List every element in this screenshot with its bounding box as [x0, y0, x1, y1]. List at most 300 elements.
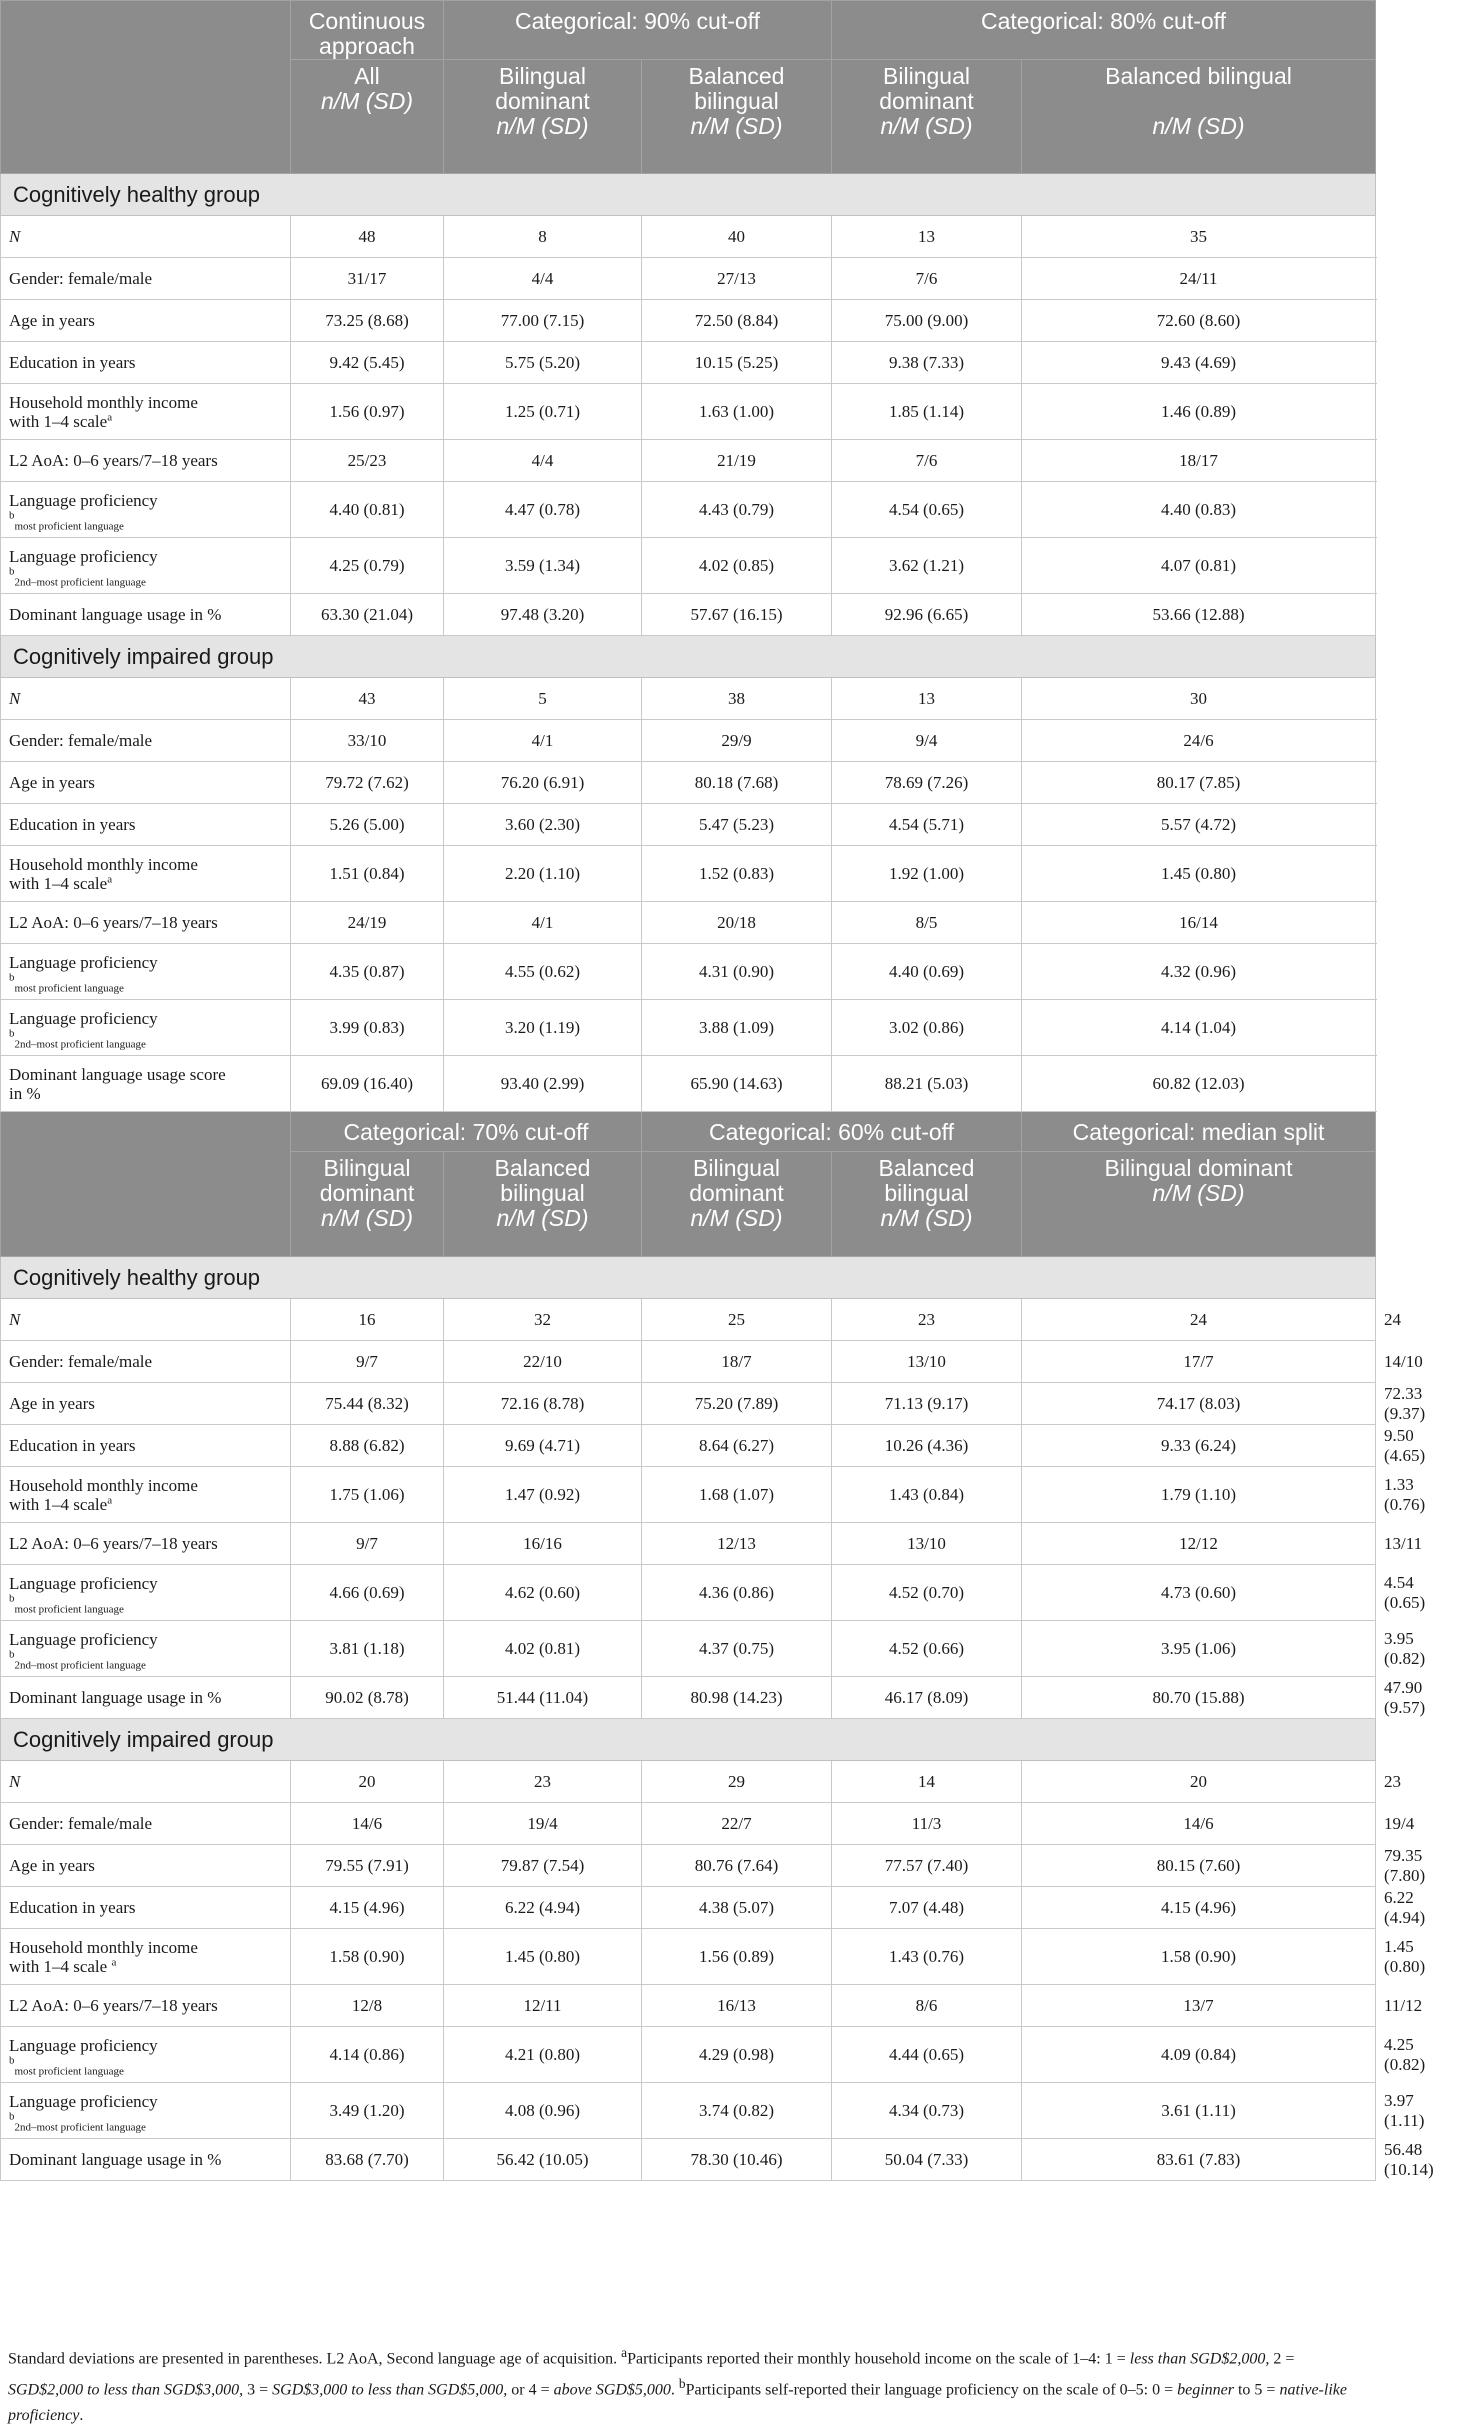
label-text: N: [9, 1772, 21, 1791]
table-cell: 3.59 (1.34): [444, 538, 642, 594]
footnote-text: SGD$3,000 to less than SGD$5,000: [272, 2381, 504, 2399]
table-cell: 3.62 (1.21): [832, 538, 1022, 594]
table-row: Language proficiency $^b_{2nd-most proficient language}$ 3.49 (1.20) 4.08 (0.96) 3.74 (0.82) 4.34 (0.73) 3.61 (1.11) 3.97 (1.11): [1, 2083, 1376, 2139]
table-cell: 1.46 (0.89): [1022, 384, 1376, 440]
table-cell: 74.17 (8.03): [1022, 1383, 1376, 1425]
table-row: Household monthly income with 1–4 scale$^a$ 1.75 (1.06) 1.47 (0.92) 1.68 (1.07) 1.43 (0.84) 1.79 (1.10) 1.33 (0.76): [1, 1467, 1376, 1523]
table-cell: 18/7: [642, 1341, 832, 1383]
table-cell: 24: [1022, 1299, 1376, 1341]
table-row: [1, 482, 1376, 538]
table-cell: 1.51 (0.84): [291, 846, 444, 902]
table-cell: 73.25 (8.68): [291, 300, 444, 342]
table-cell: 3.88 (1.09): [642, 1000, 832, 1056]
footnote-marker: a: [621, 2345, 628, 2360]
table-cell: 9.69 (4.71): [444, 1425, 642, 1467]
column-header: [1022, 1152, 1376, 1257]
table-cell: 12/11: [444, 1985, 642, 2027]
table-cell: 71.13 (9.17): [832, 1383, 1022, 1425]
header-blank-cell: [1, 1112, 291, 1257]
table-cell: 23: [832, 1299, 1022, 1341]
table-cell: 6.22 (4.94): [444, 1887, 642, 1929]
row-label: [1, 846, 291, 902]
label-text: Age in years: [9, 1856, 95, 1875]
column-stat: n/M (SD): [1152, 113, 1245, 139]
table-cell: 27/13: [642, 258, 832, 300]
table-cell: 80.98 (14.23): [642, 1677, 832, 1719]
table-row: [1, 902, 1376, 944]
table-cell: 9.43 (4.69): [1022, 342, 1376, 384]
table-cell: 88.21 (5.03): [832, 1056, 1022, 1112]
table-cell: 8.64 (6.27): [642, 1425, 832, 1467]
row-label: [1, 1467, 291, 1523]
table-row: [1, 594, 1376, 636]
row-label: [1, 1803, 291, 1845]
section-title: Cognitively healthy group: [1, 1257, 1376, 1299]
row-label: [1, 440, 291, 482]
table-cell: 18/17: [1022, 440, 1376, 482]
table-cell: 4/4: [444, 258, 642, 300]
footnote-text: , 3 =: [239, 2381, 273, 2399]
table-row: Age in years 79.55 (7.91) 79.87 (7.54) 80.76 (7.64) 77.57 (7.40) 80.15 (7.60) 79.35 (7.80): [1, 1845, 1376, 1887]
table-cell: 31/17: [291, 258, 444, 300]
footnote-text: .: [670, 2381, 679, 2399]
table-cell: 9.42 (5.45): [291, 342, 444, 384]
group-header-80-cutoff: Categorical: 80% cut-off: [832, 1, 1376, 60]
row-label: [1, 1565, 291, 1621]
table-cell: 9.38 (7.33): [832, 342, 1022, 384]
table-cell: 3.99 (0.83): [291, 1000, 444, 1056]
table-cell: 77.00 (7.15): [444, 300, 642, 342]
table-cell: 13/7: [1022, 1985, 1376, 2027]
table-cell: 16/16: [444, 1523, 642, 1565]
table-cell: 79.55 (7.91): [291, 1845, 444, 1887]
table-cell: 1.92 (1.00): [832, 846, 1022, 902]
footnote-text: above SGD$5,000: [553, 2381, 671, 2399]
table-cell: 4/1: [444, 720, 642, 762]
row-label: [1, 804, 291, 846]
table-cell: 30: [1022, 678, 1376, 720]
table-cell: 4.73 (0.60): [1022, 1565, 1376, 1621]
group-header-70-cutoff: Categorical: 70% cut-off: [291, 1112, 642, 1152]
footnote-text: , 2 =: [1265, 2350, 1295, 2368]
table-cell: 4.66 (0.69): [291, 1565, 444, 1621]
group-header-continuous: Continuous approach: [291, 1, 444, 60]
label-text: Dominant language usage in %: [9, 605, 222, 624]
table-cell: 69.09 (16.40): [291, 1056, 444, 1112]
table-cell: 7/6: [832, 258, 1022, 300]
table-row: N 16 32 25 23 24 24: [1, 1299, 1376, 1341]
table-cell: 63.30 (21.04): [291, 594, 444, 636]
table-cell: 4.02 (0.85): [642, 538, 832, 594]
table-cell: 97.48 (3.20): [444, 594, 642, 636]
table-cell: 7/6: [832, 440, 1022, 482]
table-cell: 5.26 (5.00): [291, 804, 444, 846]
table-cell: 80.15 (7.60): [1022, 1845, 1376, 1887]
table-cell: 20: [1022, 1761, 1376, 1803]
row-label: [1, 1341, 291, 1383]
table-cell: 4.55 (0.62): [444, 944, 642, 1000]
table-cell: 1.56 (0.97): [291, 384, 444, 440]
table-cell: 78.69 (7.26): [832, 762, 1022, 804]
footnote-text: Standard deviations are presented in parentheses. L2 AoA, Second language age of acquisition.: [8, 2350, 622, 2368]
row-label: [1, 482, 291, 538]
label-text: Gender: female/male: [9, 1814, 153, 1833]
footnote-text: Participants self-reported their language proficiency on the scale of 0–5: 0 =: [685, 2381, 1178, 2399]
table-cell: 1.25 (0.71): [444, 384, 642, 440]
row-label: [1, 1299, 291, 1341]
label-text: Language proficiency: [9, 546, 158, 566]
column-name: All: [354, 63, 380, 89]
row-label: [1, 1677, 291, 1719]
label-text: with 1–4 scale: [9, 411, 108, 431]
label-footnote-marker: a: [107, 1493, 113, 1506]
row-label: [1, 1985, 291, 2027]
table-cell: 1.52 (0.83): [642, 846, 832, 902]
column-name: Balanced bilingual: [1384, 1155, 1480, 1206]
label-text: Language proficiency: [9, 1573, 158, 1593]
table-cell: 3.74 (0.82): [642, 2083, 832, 2139]
table-cell: 13: [832, 678, 1022, 720]
table-cell: 1.58 (0.90): [1022, 1929, 1376, 1985]
table-cell: 1.43 (0.84): [832, 1467, 1022, 1523]
table-cell: 16/13: [642, 1985, 832, 2027]
label-text: Education in years: [9, 353, 136, 372]
table-cell: 76.20 (6.91): [444, 762, 642, 804]
row-label: [1, 342, 291, 384]
table-cell: 24/6: [1022, 720, 1376, 762]
table-row: L2 AoA: 0–6 years/7–18 years 9/7 16/16 12/13 13/10 12/12 13/11: [1, 1523, 1376, 1565]
section-title: Cognitively impaired group: [1, 1719, 1376, 1761]
table-cell: 29: [642, 1761, 832, 1803]
table-cell: 83.61 (7.83): [1022, 2139, 1376, 2181]
table-cell: 79.87 (7.54): [444, 1845, 642, 1887]
table-cell: 11/3: [832, 1803, 1022, 1845]
table1-group-header: [1, 1, 1376, 60]
label-text: with 1–4 scale: [9, 873, 108, 893]
table-row: [1, 678, 1376, 720]
table-cell: 4.38 (5.07): [642, 1887, 832, 1929]
table-cell: 5.75 (5.20): [444, 342, 642, 384]
table-cell: 3.81 (1.18): [291, 1621, 444, 1677]
label-subscript: 2nd–most proficient language: [14, 1658, 146, 1671]
label-text: Language proficiency: [9, 2091, 158, 2111]
table-cell: 16/14: [1022, 902, 1376, 944]
table-cell: 9.33 (6.24): [1022, 1425, 1376, 1467]
footnote-text: .: [79, 2406, 84, 2424]
table-cell: 20/18: [642, 902, 832, 944]
header-blank-cell: [1, 1, 291, 174]
column-stat: n/M (SD): [1152, 1180, 1245, 1206]
table-cell: 13/10: [832, 1523, 1022, 1565]
table-cell: 3.49 (1.20): [291, 2083, 444, 2139]
row-label: [1, 384, 291, 440]
table-row: [1, 944, 1376, 1000]
label-subscript: 2nd–most proficient language: [14, 1037, 146, 1050]
column-stat: n/M (SD): [690, 113, 783, 139]
table-cell: 24/11: [1022, 258, 1376, 300]
table-cell: 4.29 (0.98): [642, 2027, 832, 2083]
table-cell: 4.15 (4.96): [1022, 1887, 1376, 1929]
table-cell: 43: [291, 678, 444, 720]
footnote-text: less than SGD$2,000: [1129, 2350, 1266, 2368]
table-cell: 80.17 (7.85): [1022, 762, 1376, 804]
table-cell: 14: [832, 1761, 1022, 1803]
column-name: Balanced bilingual: [878, 1155, 975, 1206]
footnote-text: beginner: [1177, 2381, 1234, 2399]
table-row: Age in years 75.44 (8.32) 72.16 (8.78) 75.20 (7.89) 71.13 (9.17) 74.17 (8.03) 72.33 (9.37): [1, 1383, 1376, 1425]
table-cell: 4.37 (0.75): [642, 1621, 832, 1677]
table-cell: 22/7: [642, 1803, 832, 1845]
label-text: Age in years: [9, 1394, 95, 1413]
table-cell: 1.85 (1.14): [832, 384, 1022, 440]
column-name: Bilingual dominant: [495, 63, 590, 114]
label-text: N: [9, 1310, 21, 1329]
table-cell: 75.00 (9.00): [832, 300, 1022, 342]
section-header-row: [1, 636, 1376, 678]
label-text: in %: [9, 1083, 41, 1103]
table-row: Gender: female/male 9/7 22/10 18/7 13/10 17/7 14/10: [1, 1341, 1376, 1383]
table-cell: 32: [444, 1299, 642, 1341]
label-subscript: most proficient language: [14, 519, 124, 532]
table-cell: 4.08 (0.96): [444, 2083, 642, 2139]
column-name: Bilingual dominant: [319, 1155, 415, 1206]
label-text: Household monthly income: [9, 1937, 198, 1957]
table-cell: 78.30 (10.46): [642, 2139, 832, 2181]
group-header-60-cutoff: Categorical: 60% cut-off: [642, 1112, 1022, 1152]
table-cell: 4.35 (0.87): [291, 944, 444, 1000]
label-text: with 1–4 scale: [9, 1956, 112, 1976]
table-cell: 1.43 (0.76): [832, 1929, 1022, 1985]
row-label: [1, 300, 291, 342]
column-name: Bilingual dominant: [689, 1155, 784, 1206]
label-text: Dominant language usage in %: [9, 1688, 222, 1707]
table-row: [1, 258, 1376, 300]
label-footnote-marker: b: [9, 2053, 15, 2066]
table-cell: 2.20 (1.10): [444, 846, 642, 902]
table-cell: 5: [444, 678, 642, 720]
table-cell: 4.43 (0.79): [642, 482, 832, 538]
label-subscript: most proficient language: [14, 981, 124, 994]
table-cell: 4.14 (0.86): [291, 2027, 444, 2083]
table-cell: 77.57 (7.40): [832, 1845, 1022, 1887]
label-footnote-marker: b: [9, 2109, 15, 2122]
row-label: [1, 258, 291, 300]
table-cell: 1.68 (1.07): [642, 1467, 832, 1523]
table-row: [1, 300, 1376, 342]
label-subscript: 2nd–most proficient language: [14, 2120, 146, 2133]
table-cell: 1.47 (0.92): [444, 1467, 642, 1523]
label-footnote-marker: b: [9, 1591, 15, 1604]
table-cell: 5.57 (4.72): [1022, 804, 1376, 846]
row-label: [1, 1056, 291, 1112]
label-text: with 1–4 scale: [9, 1494, 108, 1514]
table-cell: 10.15 (5.25): [642, 342, 832, 384]
table-cell: 50.04 (7.33): [832, 2139, 1022, 2181]
label-text: Language proficiency: [9, 490, 158, 510]
table-cell: 25/23: [291, 440, 444, 482]
table-cell: 4.54 (0.65): [832, 482, 1022, 538]
label-text: Language proficiency: [9, 952, 158, 972]
label-text: L2 AoA: 0–6 years/7–18 years: [9, 913, 218, 932]
table-row: Dominant language usage in % 90.02 (8.78) 51.44 (11.04) 80.98 (14.23) 46.17 (8.09) 80.70 (15.88) 47.90 (9.57): [1, 1677, 1376, 1719]
row-label: [1, 1887, 291, 1929]
label-text: Education in years: [9, 1898, 136, 1917]
table-cell: 23: [444, 1761, 642, 1803]
table-cell: 57.67 (16.15): [642, 594, 832, 636]
table-cell: 4.36 (0.86): [642, 1565, 832, 1621]
column-header: [832, 60, 1022, 174]
table-cell: 4.54 (5.71): [832, 804, 1022, 846]
table-row: Language proficiency $^b_{most proficient language}$ 4.66 (0.69) 4.62 (0.60) 4.36 (0.86) 4.52 (0.70) 4.73 (0.60) 4.54 (0.65): [1, 1565, 1376, 1621]
label-text: L2 AoA: 0–6 years/7–18 years: [9, 1996, 218, 2015]
table-cell: 53.66 (12.88): [1022, 594, 1376, 636]
table-cell: 4.34 (0.73): [832, 2083, 1022, 2139]
column-name: Balanced bilingual: [688, 63, 785, 114]
table-cell: 4/1: [444, 902, 642, 944]
table-cell: 3.02 (0.86): [832, 1000, 1022, 1056]
row-label: [1, 944, 291, 1000]
table-cell: 4.31 (0.90): [642, 944, 832, 1000]
column-header: [832, 1152, 1022, 1257]
table-cell: 8/6: [832, 1985, 1022, 2027]
column-stat: n/M (SD): [880, 1205, 973, 1231]
table-cell: 80.18 (7.68): [642, 762, 832, 804]
label-footnote-marker: b: [9, 970, 15, 983]
label-subscript: 2nd–most proficient language: [14, 575, 146, 588]
table-cell: 14/6: [1022, 1803, 1376, 1845]
footnote-text: Participants reported their monthly household income on the scale of 1–4: 1 =: [627, 2350, 1130, 2368]
row-label: [1, 1000, 291, 1056]
table-row: Education in years 8.88 (6.82) 9.69 (4.71) 8.64 (6.27) 10.26 (4.36) 9.33 (6.24) 9.50 (4.65): [1, 1425, 1376, 1467]
table-row: [1, 216, 1376, 258]
table-cell: 12/13: [642, 1523, 832, 1565]
label-subscript: most proficient language: [14, 2064, 124, 2077]
table-cell: 16: [291, 1299, 444, 1341]
row-label: [1, 762, 291, 804]
table-row: Gender: female/male 14/6 19/4 22/7 11/3 14/6 19/4: [1, 1803, 1376, 1845]
table-cell: 4/4: [444, 440, 642, 482]
label-text: Household monthly income: [9, 854, 198, 874]
table-cell: 3.61 (1.11): [1022, 2083, 1376, 2139]
table-cell: 4.52 (0.70): [832, 1565, 1022, 1621]
label-footnote-marker: a: [107, 872, 113, 885]
table2-group-header: [1, 1112, 1376, 1152]
footnote-text: to 5 =: [1233, 2381, 1280, 2399]
label-footnote-marker: a: [107, 410, 113, 423]
table-cell: 8.88 (6.82): [291, 1425, 444, 1467]
label-text: Dominant language usage score: [9, 1064, 226, 1084]
table-cell: 4.62 (0.60): [444, 1565, 642, 1621]
row-label: [1, 1761, 291, 1803]
table-row: [1, 384, 1376, 440]
column-name: Bilingual dominant: [879, 63, 974, 114]
table-cell: 7.07 (4.48): [832, 1887, 1022, 1929]
label-text: Language proficiency: [9, 1008, 158, 1028]
table-cell: 80.70 (15.88): [1022, 1677, 1376, 1719]
table-row: [1, 342, 1376, 384]
table-cell: 1.45 (0.80): [444, 1929, 642, 1985]
row-label: [1, 1929, 291, 1985]
label-text: Gender: female/male: [9, 731, 153, 750]
column-header: [642, 1152, 832, 1257]
table-row: Education in years 4.15 (4.96) 6.22 (4.94) 4.38 (5.07) 7.07 (4.48) 4.15 (4.96) 6.22 (4.94): [1, 1887, 1376, 1929]
column-name: Bilingual dominant: [1104, 1155, 1293, 1181]
column-header: [291, 60, 444, 174]
label-text: L2 AoA: 0–6 years/7–18 years: [9, 1534, 218, 1553]
table-cell: 4.21 (0.80): [444, 2027, 642, 2083]
table-cell: 1.56 (0.89): [642, 1929, 832, 1985]
table-cell: 4.09 (0.84): [1022, 2027, 1376, 2083]
table-cell: 4.14 (1.04): [1022, 1000, 1376, 1056]
label-text: Dominant language usage in %: [9, 2150, 222, 2169]
label-text: L2 AoA: 0–6 years/7–18 years: [9, 451, 218, 470]
table-row: Dominant language usage in % 83.68 (7.70) 56.42 (10.05) 78.30 (10.46) 50.04 (7.33) 83.61 (7.83) 56.48 (10.14): [1, 2139, 1376, 2181]
column-header: [642, 60, 832, 174]
column-stat: n/M (SD): [880, 113, 973, 139]
table-cell: 13/10: [832, 1341, 1022, 1383]
table-cell: 9/4: [832, 720, 1022, 762]
table-cell: 4.40 (0.83): [1022, 482, 1376, 538]
table-cell: 13: [832, 216, 1022, 258]
table-cell: 72.60 (8.60): [1022, 300, 1376, 342]
label-text: Household monthly income: [9, 1475, 198, 1495]
table-cell: 1.75 (1.06): [291, 1467, 444, 1523]
table-cell: 92.96 (6.65): [832, 594, 1022, 636]
table-cell: 4.15 (4.96): [291, 1887, 444, 1929]
table-cell: 4.47 (0.78): [444, 482, 642, 538]
label-text: Age in years: [9, 311, 95, 330]
footnote-text: SGD$2,000 to less than SGD$3,000: [8, 2381, 240, 2399]
row-label: [1, 2027, 291, 2083]
table-cell: 9/7: [291, 1341, 444, 1383]
table-row: N 20 23 29 14 20 23: [1, 1761, 1376, 1803]
table-cell: 35: [1022, 216, 1376, 258]
table-cell: 51.44 (11.04): [444, 1677, 642, 1719]
table-cell: 4.07 (0.81): [1022, 538, 1376, 594]
table-cell: 75.44 (8.32): [291, 1383, 444, 1425]
label-subscript: most proficient language: [14, 1602, 124, 1615]
column-stat: n/M (SD): [496, 113, 589, 139]
row-label: [1, 1383, 291, 1425]
label-text: Language proficiency: [9, 1629, 158, 1649]
table-row: [1, 846, 1376, 902]
table-cell: 3.95 (1.06): [1022, 1621, 1376, 1677]
table-cell: 75.20 (7.89): [642, 1383, 832, 1425]
table-cell: 4.52 (0.66): [832, 1621, 1022, 1677]
table-cell: 3.60 (2.30): [444, 804, 642, 846]
table-cell: 4.32 (0.96): [1022, 944, 1376, 1000]
table-cell: 72.16 (8.78): [444, 1383, 642, 1425]
section-header-row: [1, 1257, 1376, 1299]
table-cell: 3.20 (1.19): [444, 1000, 642, 1056]
table-cell: 56.42 (10.05): [444, 2139, 642, 2181]
table-cell: 72.50 (8.84): [642, 300, 832, 342]
row-label: [1, 594, 291, 636]
table-cell: 65.90 (14.63): [642, 1056, 832, 1112]
section-header-row: [1, 174, 1376, 216]
table-row: [1, 1000, 1376, 1056]
table-cell: 38: [642, 678, 832, 720]
table-cell: 5.47 (5.23): [642, 804, 832, 846]
group-header-90-cutoff: Categorical: 90% cut-off: [444, 1, 832, 60]
table-row: L2 AoA: 0–6 years/7–18 years 12/8 12/11 16/13 8/6 13/7 11/12: [1, 1985, 1376, 2027]
label-text: Gender: female/male: [9, 269, 153, 288]
row-label: [1, 720, 291, 762]
label-text: Gender: female/male: [9, 1352, 153, 1371]
row-label: [1, 1425, 291, 1467]
section-title: Cognitively impaired group: [1, 636, 1376, 678]
table-cell: 46.17 (8.09): [832, 1677, 1022, 1719]
